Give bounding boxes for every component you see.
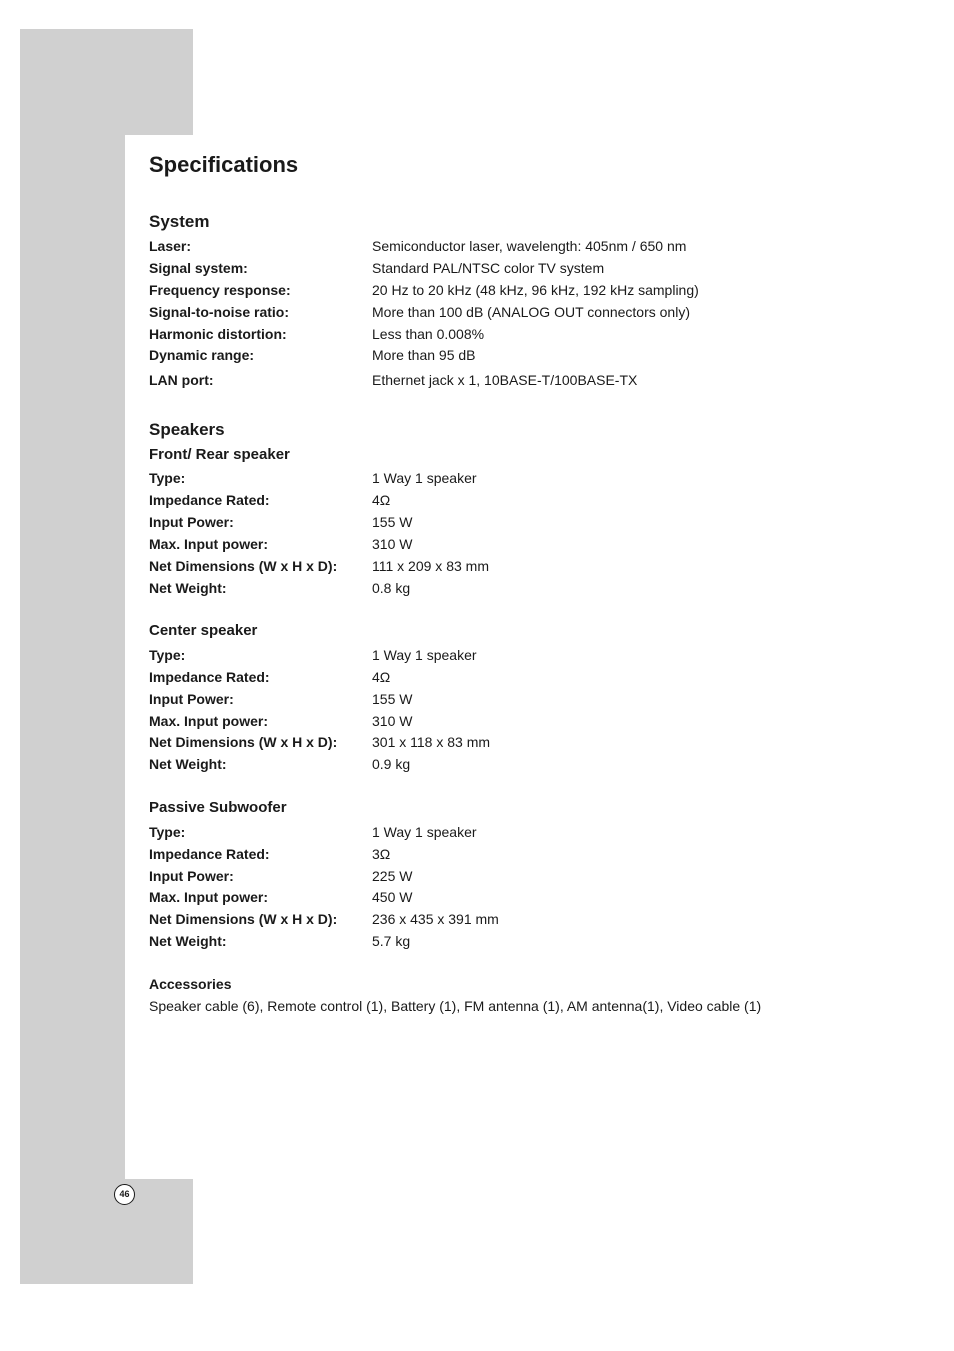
spec-value: Standard PAL/NTSC color TV system xyxy=(372,260,605,276)
spec-label: Max. Input power: xyxy=(149,536,268,552)
section-heading-speakers: Speakers xyxy=(149,420,225,439)
spec-label: Max. Input power: xyxy=(149,713,268,729)
spec-label: Type: xyxy=(149,470,186,486)
section-heading-system: System xyxy=(149,212,210,231)
spec-label: Signal-to-noise ratio: xyxy=(149,304,289,320)
spec-value: 236 x 435 x 391 mm xyxy=(372,911,499,927)
spec-label: Frequency response: xyxy=(149,282,291,298)
spec-label: Max. Input power: xyxy=(149,889,268,905)
spec-label: Input Power: xyxy=(149,514,234,530)
spec-label: LAN port: xyxy=(149,372,214,388)
spec-value: 4Ω xyxy=(372,492,391,508)
page-margin-band-top xyxy=(20,29,193,135)
spec-label: Impedance Rated: xyxy=(149,846,270,862)
spec-value: 4Ω xyxy=(372,669,391,685)
spec-label: Impedance Rated: xyxy=(149,669,270,685)
spec-label: Net Weight: xyxy=(149,580,227,596)
subsection-heading-center: Center speaker xyxy=(149,622,258,639)
spec-label: Laser: xyxy=(149,238,192,254)
spec-value: 301 x 118 x 83 mm xyxy=(372,734,491,750)
accessories-heading: Accessories xyxy=(149,976,232,992)
spec-value: 3Ω xyxy=(372,846,391,862)
page-margin-band-left xyxy=(20,134,125,1284)
spec-value: Less than 0.008% xyxy=(372,326,485,342)
spec-value: 225 W xyxy=(372,868,413,884)
spec-value: More than 95 dB xyxy=(372,347,476,363)
subsection-heading-subwoofer: Passive Subwoofer xyxy=(149,799,287,816)
spec-label: Dynamic range: xyxy=(149,347,255,363)
spec-value: 1 Way 1 speaker xyxy=(372,824,477,840)
spec-value: More than 100 dB (ANALOG OUT connectors only) xyxy=(372,304,690,320)
spec-value: 111 x 209 x 83 mm xyxy=(372,558,489,574)
spec-label: Type: xyxy=(149,647,186,663)
spec-value: 1 Way 1 speaker xyxy=(372,647,477,663)
spec-label: Harmonic distortion: xyxy=(149,326,287,342)
page-margin-band-bottom xyxy=(20,1179,193,1284)
spec-label: Input Power: xyxy=(149,691,234,707)
spec-label: Signal system: xyxy=(149,260,248,276)
page-title: Specifications xyxy=(149,152,299,177)
spec-value: 155 W xyxy=(372,514,413,530)
spec-label: Net Dimensions (W x H x D): xyxy=(149,911,338,927)
subsection-heading-front-rear: Front/ Rear speaker xyxy=(149,446,290,463)
spec-value: 1 Way 1 speaker xyxy=(372,470,477,486)
spec-label: Net Weight: xyxy=(149,756,227,772)
spec-value: Ethernet jack x 1, 10BASE-T/100BASE-TX xyxy=(372,372,638,388)
spec-value: 20 Hz to 20 kHz (48 kHz, 96 kHz, 192 kHz sampling) xyxy=(372,282,699,298)
page-number: 46 xyxy=(114,1184,135,1205)
spec-value: 0.8 kg xyxy=(372,580,411,596)
spec-value: 310 W xyxy=(372,536,413,552)
spec-value: 5.7 kg xyxy=(372,933,411,949)
spec-label: Type: xyxy=(149,824,186,840)
spec-value: 0.9 kg xyxy=(372,756,411,772)
spec-value: 450 W xyxy=(372,889,413,905)
spec-value: 155 W xyxy=(372,691,413,707)
spec-label: Impedance Rated: xyxy=(149,492,270,508)
spec-value: 310 W xyxy=(372,713,413,729)
spec-label: Net Dimensions (W x H x D): xyxy=(149,734,338,750)
spec-label: Net Dimensions (W x H x D): xyxy=(149,558,338,574)
spec-value: Semiconductor laser, wavelength: 405nm / 650 nm xyxy=(372,238,687,254)
accessories-list: Speaker cable (6), Remote control (1), Battery (1), FM antenna (1), AM antenna(1), Video cable (1) xyxy=(149,998,762,1014)
spec-label: Net Weight: xyxy=(149,933,227,949)
spec-label: Input Power: xyxy=(149,868,234,884)
